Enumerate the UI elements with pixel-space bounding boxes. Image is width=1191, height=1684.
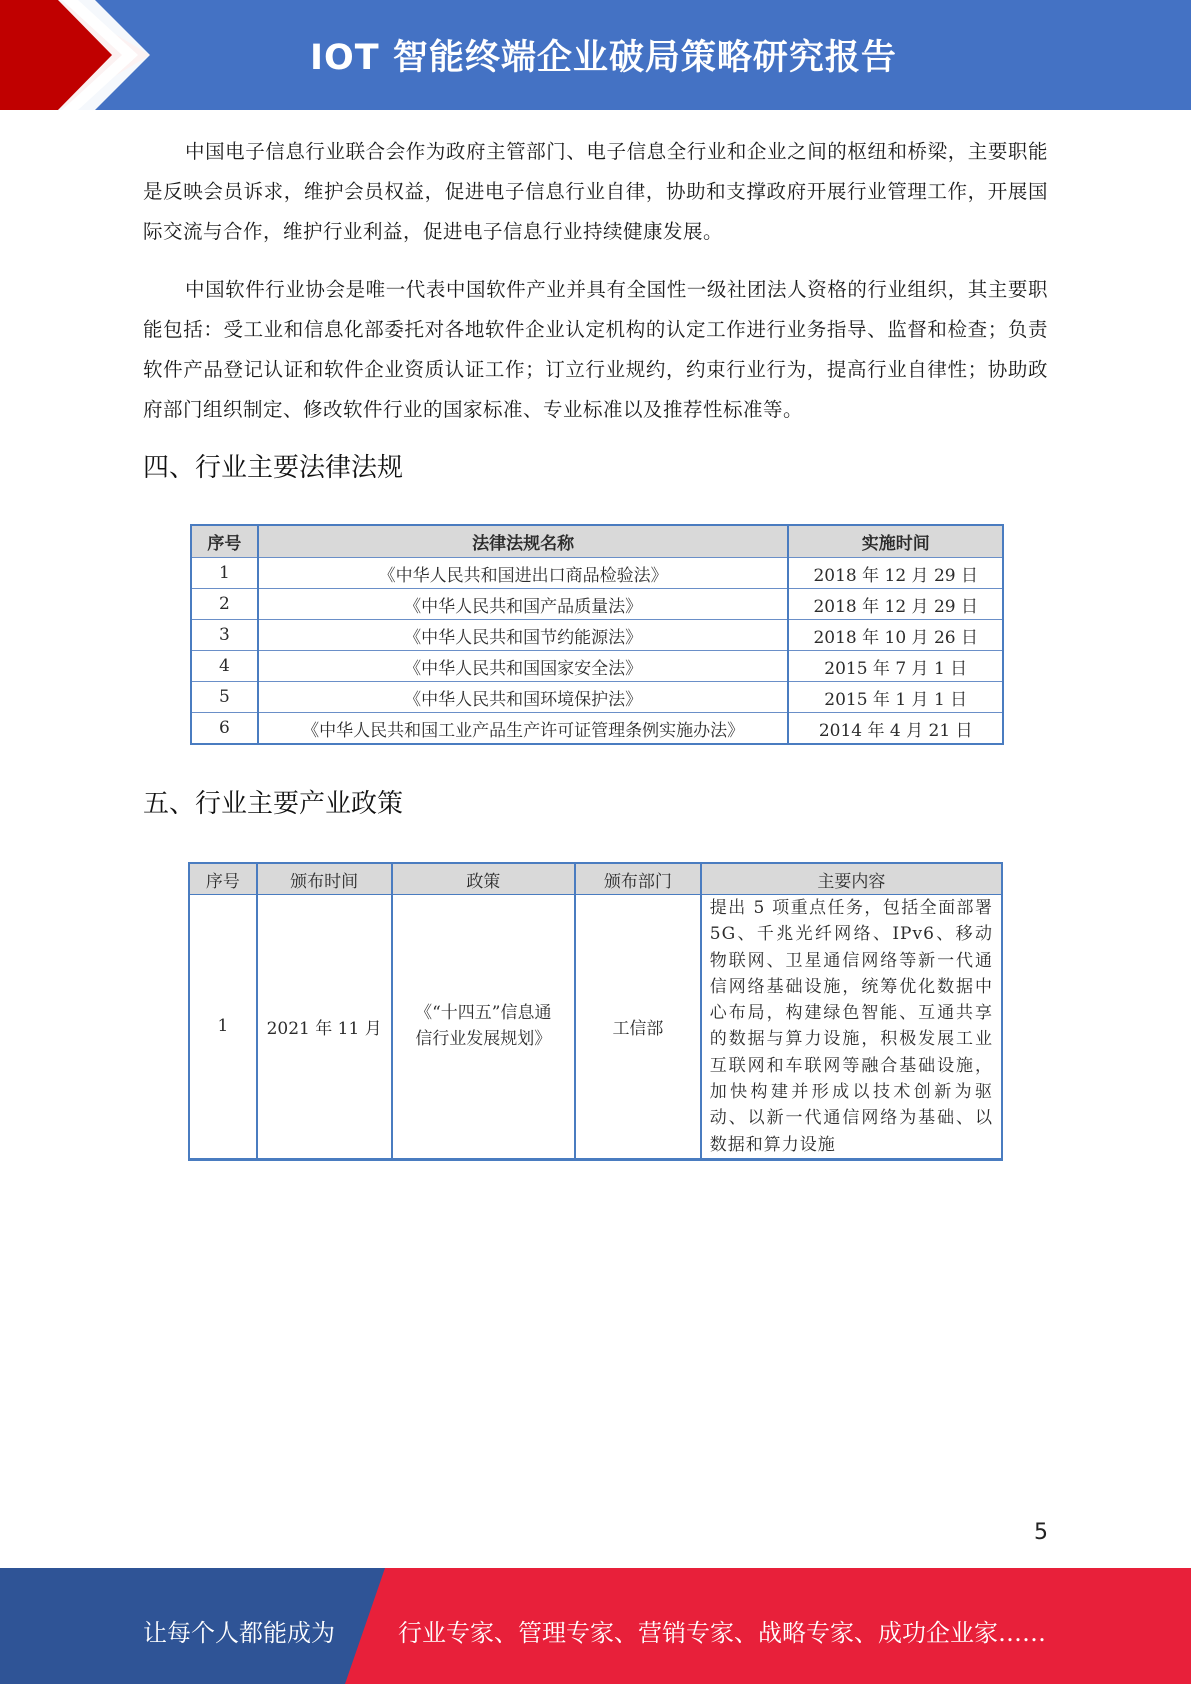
row-no: 6 [191, 713, 258, 745]
row-no: 3 [191, 620, 258, 651]
footer-slogan-left: 让每个人都能成为 [143, 1619, 335, 1647]
table-row [189, 895, 1002, 1160]
header-content: 主要内容 [701, 863, 1002, 895]
effective-date: 2018 年 12 月 29 日 [788, 558, 1003, 589]
table-row [191, 589, 1003, 620]
page-footer [0, 1568, 1191, 1684]
issuing-dept: 工信部 [575, 895, 701, 1160]
table-row [191, 558, 1003, 589]
header-policy: 政策 [392, 863, 576, 895]
header-date: 颁布时间 [257, 863, 392, 895]
footer-slogan-right: 行业专家、管理专家、营销专家、战略专家、成功企业家…… [398, 1619, 1046, 1647]
row-no: 2 [191, 589, 258, 620]
law-name: 《中华人民共和国工业产品生产许可证管理条例实施办法》 [258, 713, 789, 745]
policies-table [188, 862, 1003, 1161]
table-header-row [189, 863, 1002, 895]
row-no: 5 [191, 682, 258, 713]
main-content: 提出 5 项重点任务，包括全面部署 5G、千兆光纤网络、IPv6、移动物联网、卫星通信网络等新一代通信网络基础设施，统筹优化数据中心布局，构建绿色智能、互通共享的数据与算力设施，积极发展工业互联网和车联网等融合基础设施，加快构建并形成以技术创新为驱动、以新一代通信网络为基础、以数据和算力设施 [701, 895, 1002, 1160]
law-name: 《中华人民共和国产品质量法》 [258, 589, 789, 620]
header-date: 实施时间 [788, 525, 1003, 558]
table-row [191, 713, 1003, 745]
paragraph-csia: 中国软件行业协会是唯一代表中国软件产业并具有全国性一级社团法人资格的行业组织，其主要职能包括：受工业和信息化部委托对各地软件企业认定机构的认定工作进行业务指导、监督和检查；负责软件产品登记认证和软件企业资质认证工作；订立行业规约，约束行业行为，提高行业自律性；协助政府部门组织制定、修改软件行业的国家标准、专业标准以及推荐性标准等。 [143, 278, 1048, 421]
effective-date: 2018 年 10 月 26 日 [788, 620, 1003, 651]
table-header-row [191, 525, 1003, 558]
section-title-laws: 四、行业主要法律法规 [143, 453, 404, 483]
policy-name: 《“十四五”信息通信行业发展规划》 [392, 895, 576, 1160]
effective-date: 2015 年 7 月 1 日 [788, 651, 1003, 682]
header-no: 序号 [191, 525, 258, 558]
body-text [143, 132, 1048, 448]
effective-date: 2014 年 4 月 21 日 [788, 713, 1003, 745]
header-name: 法律法规名称 [258, 525, 789, 558]
header-dept: 颁布部门 [575, 863, 701, 895]
row-no: 1 [191, 558, 258, 589]
header-no: 序号 [189, 863, 257, 895]
law-name: 《中华人民共和国环境保护法》 [258, 682, 789, 713]
row-no: 4 [191, 651, 258, 682]
law-name: 《中华人民共和国进出口商品检验法》 [258, 558, 789, 589]
table-row [191, 682, 1003, 713]
paragraph-cec: 中国电子信息行业联合会作为政府主管部门、电子信息全行业和企业之间的枢纽和桥梁，主要职能是反映会员诉求，维护会员权益，促进电子信息行业自律，协助和支撑政府开展行业管理工作，开展国际交流与合作，维护行业利益，促进电子信息行业持续健康发展。 [143, 140, 1048, 243]
section-title-policies: 五、行业主要产业政策 [143, 789, 404, 819]
law-name: 《中华人民共和国国家安全法》 [258, 651, 789, 682]
laws-table [190, 524, 1004, 745]
issue-date: 2021 年 11 月 [257, 895, 392, 1160]
table-row [191, 651, 1003, 682]
page-number: 5 [1034, 1520, 1048, 1545]
page-header [0, 0, 1191, 110]
effective-date: 2018 年 12 月 29 日 [788, 589, 1003, 620]
row-no: 1 [189, 895, 257, 1160]
effective-date: 2015 年 1 月 1 日 [788, 682, 1003, 713]
law-name: 《中华人民共和国节约能源法》 [258, 620, 789, 651]
table-row [191, 620, 1003, 651]
report-title: IOT 智能终端企业破局策略研究报告 [310, 38, 897, 78]
